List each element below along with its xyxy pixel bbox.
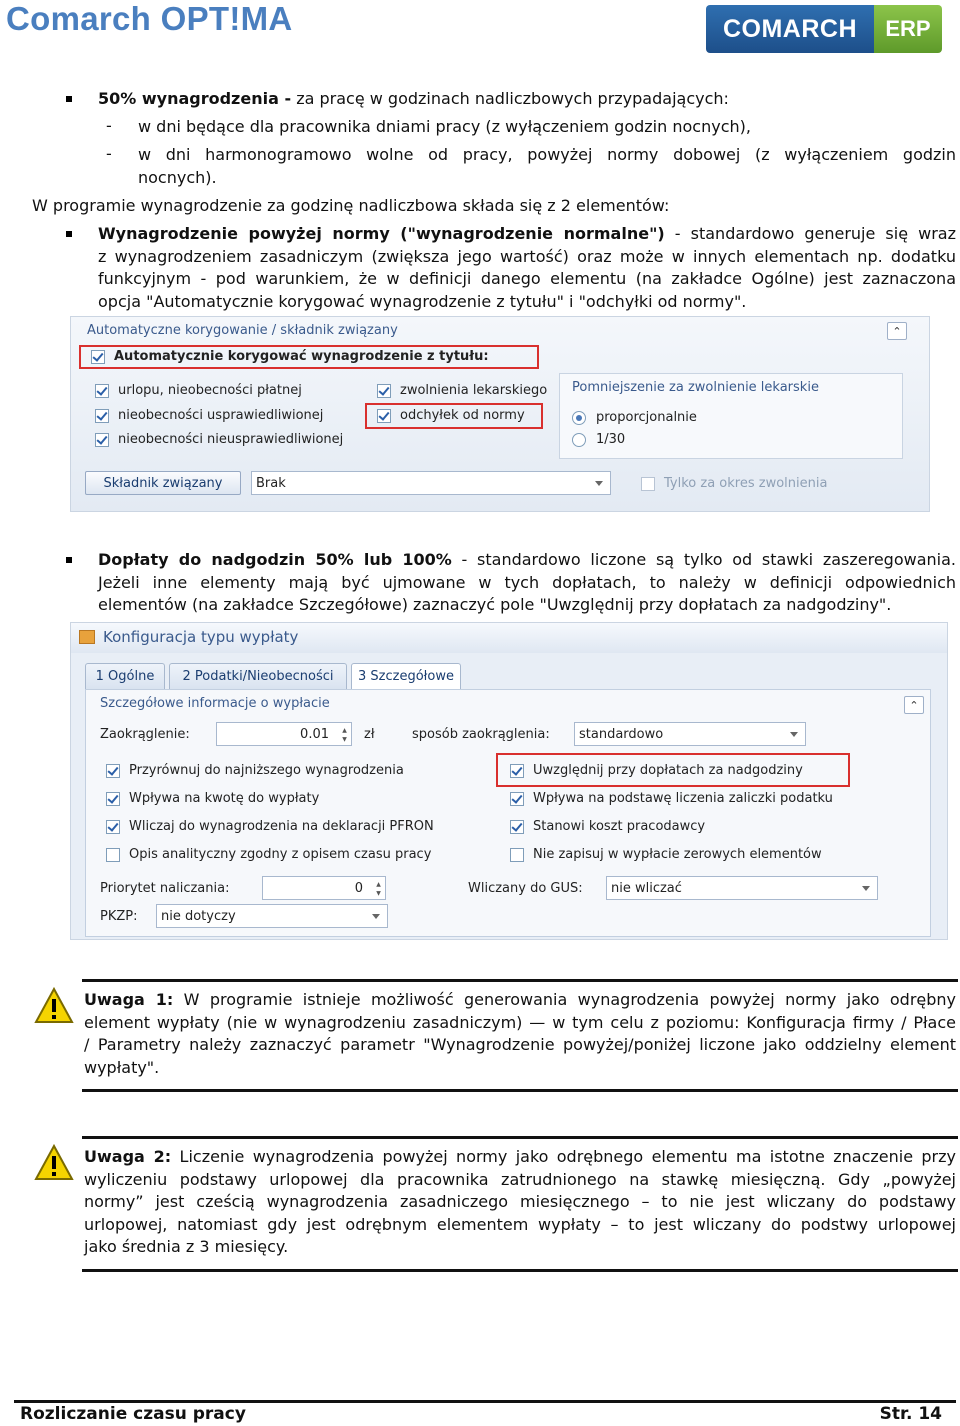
pkzp-combo[interactable] xyxy=(156,904,388,928)
wplywa-kwote-checkbox[interactable] xyxy=(106,791,319,806)
checkbox-icon xyxy=(510,848,524,862)
checkbox-label: Tylko za okres zwolnienia xyxy=(664,476,828,491)
warning2-line3: normy” jest cześcią wynagrodzenia zasadniczego miesięcznego – to nie jest wliczany do podstawy xyxy=(84,1192,956,1211)
skladnik-combo[interactable] xyxy=(251,471,611,495)
pkzp-label: PKZP: xyxy=(100,909,138,924)
group-title: Pomniejszenie za zwolnienie lekarskie xyxy=(572,380,819,395)
warning2-line2: wyliczeniu podstawy urlopowej dla pracownika zatrudnionego na stawkę miesięczną. Gdy „powyżej xyxy=(84,1170,956,1189)
checkbox-label: Nie zapisuj w wypłacie zerowych elementów xyxy=(533,847,822,862)
przyrownuj-checkbox[interactable] xyxy=(106,763,404,778)
warning1-line3: / Parametry należy zaznaczyć parametr "Wynagrodzenie powyżej/poniżej liczone jako oddzielny element xyxy=(84,1035,956,1054)
bullet-icon xyxy=(66,96,72,102)
gus-label: Wliczany do GUS: xyxy=(468,881,583,896)
footer-divider xyxy=(14,1400,956,1403)
pfron-checkbox[interactable] xyxy=(106,819,434,834)
sposob-combo[interactable] xyxy=(574,722,806,746)
chevron-down-icon xyxy=(862,886,870,891)
input-value: 0.01 xyxy=(300,726,329,742)
checkbox-icon xyxy=(95,384,109,398)
panel-title: Automatyczne korygowanie / składnik związany xyxy=(87,323,398,338)
dash-item-2-line2: nocnych). xyxy=(138,168,217,187)
proporcjonalnie-radio[interactable] xyxy=(572,410,697,425)
wplywa-zaliczki-checkbox[interactable] xyxy=(510,791,833,806)
dash-item-2-line1: w dni harmonogramowo wolne od pracy, powyżej normy dobowej (z wyłączeniem godzin xyxy=(138,145,956,164)
radio-label: proporcjonalnie xyxy=(596,410,697,425)
checkbox-label: Stanowi koszt pracodawcy xyxy=(533,819,706,834)
warning1-line4: wypłaty". xyxy=(84,1058,160,1077)
footer-chapter: Rozliczanie czasu pracy xyxy=(20,1404,246,1424)
checkbox-label: nieobecności nieusprawiedliwionej xyxy=(118,432,344,447)
window-titlebar xyxy=(71,623,947,653)
zaokraglenie-input[interactable] xyxy=(216,722,352,746)
checkbox-label: Opis analityczny zgodny z opisem czasu pracy xyxy=(129,847,432,862)
gus-combo[interactable] xyxy=(606,876,878,900)
checkbox-icon xyxy=(95,433,109,447)
section-title: Szczegółowe informacje o wypłacie xyxy=(100,696,330,711)
dash-marker: - xyxy=(106,116,112,135)
skladnik-zwiazany-button[interactable]: Składnik związany xyxy=(85,471,241,495)
tylko-okres-checkbox[interactable] xyxy=(641,476,827,491)
checkbox-icon xyxy=(377,384,391,398)
combo-value: standardowo xyxy=(579,726,664,742)
radio-icon xyxy=(572,411,586,425)
checkbox-label: urlopu, nieobecności płatnej xyxy=(118,383,302,398)
checkbox-icon xyxy=(106,764,120,778)
footer-page-number: Str. 14 xyxy=(879,1404,942,1424)
checkbox-icon xyxy=(510,820,524,834)
warning-icon xyxy=(34,1143,74,1183)
dash-item-1: w dni będące dla pracownika dniami pracy (z wyłączeniem godzin nocnych), xyxy=(138,117,751,136)
highlight-box xyxy=(365,403,543,429)
checkbox-label: Przyrównuj do najniższego wynagrodzenia xyxy=(129,763,404,778)
checkbox-label: odchyłek od normy xyxy=(400,408,525,423)
spinner-icon[interactable]: ▲ ▼ xyxy=(376,881,381,897)
usprawiedliwione-checkbox[interactable] xyxy=(95,408,323,423)
divider xyxy=(82,1269,958,1272)
checkbox-icon xyxy=(106,848,120,862)
warning1-line1: Uwaga 1: W programie istnieje możliwość generowania wynagrodzenia powyżej normy jako odrębny xyxy=(84,990,957,1009)
logo-main-text: COMARCH xyxy=(706,5,874,53)
checkbox-icon xyxy=(641,477,655,491)
warning2-line5: jako średnia z 3 miesięcy. xyxy=(84,1237,289,1256)
collapse-icon[interactable]: ⌃ xyxy=(904,696,924,714)
highlight-box xyxy=(79,345,539,369)
currency-label: zł xyxy=(364,727,375,742)
zwolnienia-checkbox[interactable] xyxy=(377,383,547,398)
doplaty-line3: elementów (na zakładce Szczegółowe) zaznaczyć pole "Uwzględnij przy dopłatach za nadgodziny". xyxy=(98,595,892,614)
window-app-icon xyxy=(79,630,95,644)
window-title: Konfiguracja typu wypłaty xyxy=(103,628,299,646)
checkbox-icon xyxy=(106,820,120,834)
chevron-down-icon xyxy=(372,914,380,919)
input-value: 0 xyxy=(354,880,363,896)
doplaty-line1: Dopłaty do nadgodzin 50% lub 100% - standardowo liczone są tylko od stawki zaszeregowania. xyxy=(98,550,956,569)
koszt-pracodawcy-checkbox[interactable] xyxy=(510,819,705,834)
sposob-label: sposób zaokrąglenia: xyxy=(412,727,550,742)
tab-ogolne[interactable]: 1 Ogólne xyxy=(85,663,165,689)
combo-value: nie wliczać xyxy=(611,880,682,896)
nieusprawiedliwione-checkbox[interactable] xyxy=(95,432,343,447)
tab-szczegolowe[interactable]: 3 Szczegółowe xyxy=(351,663,461,689)
tab-podatki[interactable]: 2 Podatki/Nieobecności xyxy=(169,663,347,689)
checkbox-icon xyxy=(106,792,120,806)
bullet-2-line3: funkcyjnym - pod warunkiem, że w definicji danego elementu (na zakładce Ogólne) jest zaznaczona xyxy=(98,269,956,288)
highlight-box xyxy=(496,753,850,787)
header-title: Comarch OPT!MA xyxy=(6,0,293,37)
warning-icon xyxy=(34,986,74,1026)
checkbox-label: Uwzględnij przy dopłatach za nadgodziny xyxy=(533,763,803,778)
bullet-2-line1: Wynagrodzenie powyżej normy ("wynagrodzenie normalne") - standardowo generuje się wraz xyxy=(98,224,956,243)
nie-zapisuj-checkbox[interactable] xyxy=(510,847,822,862)
bullet-2-line2: z wynagrodzeniem zasadniczym (zwiększa jego wartość) oraz może w innych elementach np. dodatku xyxy=(98,247,956,266)
combo-value: Brak xyxy=(256,475,286,491)
divider xyxy=(82,979,958,982)
zaokraglenie-label: Zaokrąglenie: xyxy=(100,727,190,742)
checkbox-label: zwolnienia lekarskiego xyxy=(400,383,548,398)
checkbox-icon xyxy=(95,409,109,423)
urlopu-checkbox[interactable] xyxy=(95,383,302,398)
opis-analityczny-checkbox[interactable] xyxy=(106,847,431,862)
chevron-down-icon xyxy=(790,732,798,737)
screenshot-auto-correct xyxy=(70,316,930,512)
dash-marker: - xyxy=(106,144,112,163)
radio-icon xyxy=(572,433,586,447)
checkbox-label: Wliczaj do wynagrodzenia na deklaracji PFRON xyxy=(129,819,434,834)
doplaty-line2: Jeżeli inne elementy mają być ujmowane w tych dopłatach, to należy w definicji odpowiednich xyxy=(98,573,956,592)
comarch-erp-logo xyxy=(706,5,942,53)
warning2-line1: Uwaga 2: Liczenie wynagrodzenia powyżej normy jako odrębnego elementu ma istotne znaczenie przy xyxy=(84,1147,956,1166)
warning1-line2: element wypłaty (nie w wynagrodzeniu zasadniczym) — w tym celu z poziomu: Konfiguracja firmy / Płace xyxy=(84,1013,956,1032)
chevron-down-icon xyxy=(595,481,603,486)
bullet-2-line4: opcja "Automatycznie korygować wynagrodzenie z tytułu" i "odchyłki od normy". xyxy=(98,292,747,311)
checkbox-icon xyxy=(510,792,524,806)
radio-label: 1/30 xyxy=(596,432,626,447)
screenshot-konfiguracja xyxy=(70,622,948,940)
checkbox-label: nieobecności usprawiedliwionej xyxy=(118,408,324,423)
checkbox-label: Wpływa na kwotę do wypłaty xyxy=(129,791,320,806)
bullet-50-percent: 50% wynagrodzenia - za pracę w godzinach nadliczbowych przypadających: xyxy=(98,89,729,108)
ratio-radio[interactable] xyxy=(572,432,625,447)
divider xyxy=(82,1136,958,1139)
bullet-icon xyxy=(66,231,72,237)
checkbox-label: Automatycznie korygować wynagrodzenie z tytułu: xyxy=(114,349,489,364)
tab-content xyxy=(85,689,931,937)
collapse-icon[interactable]: ⌃ xyxy=(887,322,907,340)
warning2-line4: urlopowej, natomiast gdy jest odrębnym elementem wypłaty – to jest wliczany do podstwy urlopowej xyxy=(84,1215,956,1234)
priorytet-label: Priorytet naliczania: xyxy=(100,881,230,896)
bullet-icon xyxy=(66,557,72,563)
logo-erp-text: ERP xyxy=(874,5,942,53)
divider xyxy=(82,1089,958,1092)
intro-paragraph: W programie wynagrodzenie za godzinę nadliczbowa składa się z 2 elementów: xyxy=(32,196,670,215)
pomniejszenie-group xyxy=(559,373,903,459)
checkbox-label: Wpływa na podstawę liczenia zaliczki podatku xyxy=(533,791,833,806)
spinner-icon[interactable]: ▲ ▼ xyxy=(342,727,347,743)
combo-value: nie dotyczy xyxy=(161,908,236,924)
priorytet-input[interactable] xyxy=(262,876,386,900)
